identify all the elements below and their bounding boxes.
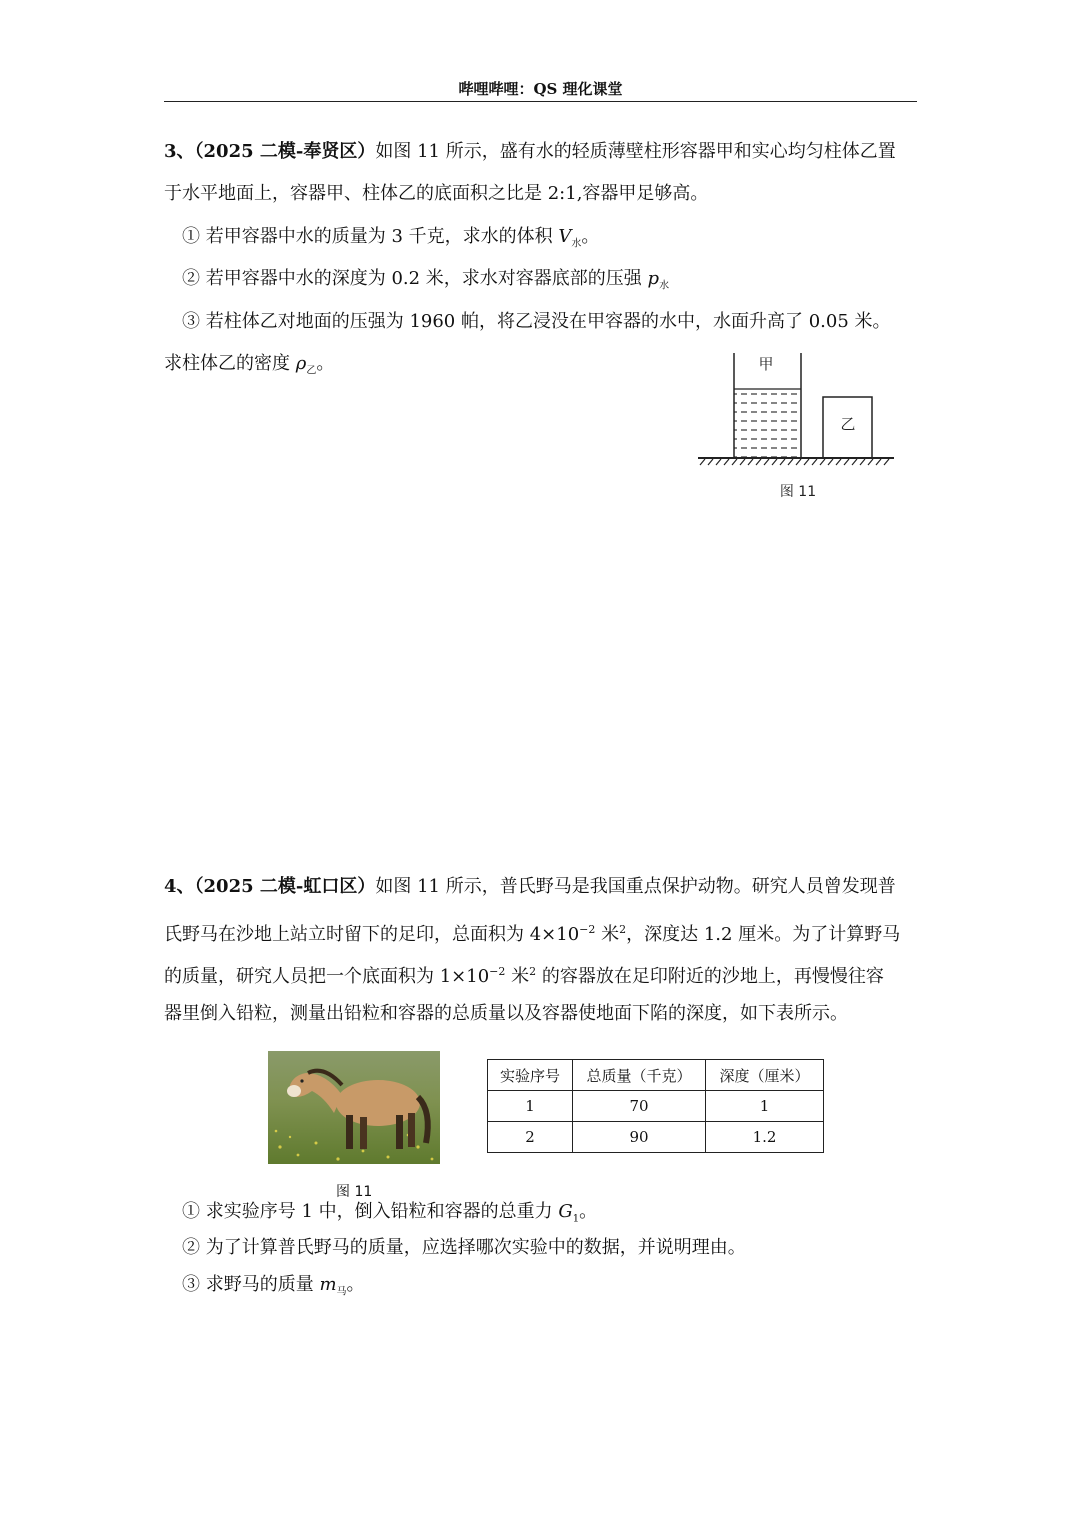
q4-line-2-c: ，深度达 1.2 厘米。为了计算野马 bbox=[626, 924, 901, 945]
q4-line-1 bbox=[164, 873, 896, 901]
table-cell: 1.2 bbox=[706, 1122, 824, 1153]
q3-item-2-mark: ② bbox=[182, 268, 200, 289]
label-jia: 甲 bbox=[758, 355, 774, 373]
q4-text: 如图 11 所示，普氏野马是我国重点保护动物。研究人员曾发现普 bbox=[375, 876, 896, 897]
q3-item-3-line-2 bbox=[164, 350, 334, 386]
experiment-table bbox=[487, 1059, 824, 1153]
q4-item-3-mark: ③ bbox=[182, 1274, 200, 1295]
q4-line-2-exp-1: −2 bbox=[579, 923, 596, 936]
table-cell: 70 bbox=[573, 1091, 706, 1122]
q3-item-3-text-2: 求柱体乙的密度 bbox=[164, 353, 290, 374]
q3-line-2: 于水平地面上，容器甲、柱体乙的底面积之比是 2:1,容器甲足够高。 bbox=[164, 183, 709, 204]
table-cell: 2 bbox=[488, 1122, 573, 1153]
q3-text: 如图 11 所示，盛有水的轻质薄壁柱形容器甲和实心均匀柱体乙置 bbox=[375, 141, 896, 162]
q4-item-3 bbox=[182, 1271, 365, 1307]
q4-item-1-var: G bbox=[558, 1201, 573, 1222]
q4-line-4: 器里倒入铅粒，测量出铅粒和容器的总质量以及容器使地面下陷的深度，如下表所示。 bbox=[164, 1003, 848, 1024]
q4-item-1-mark: ① bbox=[182, 1201, 200, 1222]
table-header-cell: 实验序号 bbox=[488, 1060, 573, 1091]
page-header: 哔哩哔哩：QS 理化课堂 bbox=[458, 80, 623, 98]
table-header-cell: 深度（厘米） bbox=[706, 1060, 824, 1091]
water-fill bbox=[734, 391, 800, 457]
q4-line-3 bbox=[164, 958, 884, 991]
q3-item-3-var: ρ bbox=[295, 353, 307, 374]
table-row bbox=[488, 1122, 824, 1153]
q4-line-2 bbox=[164, 916, 900, 949]
q3-number: 3、 bbox=[164, 141, 195, 162]
q4-item-3-end: 。 bbox=[346, 1274, 365, 1295]
q4-item-2 bbox=[182, 1234, 746, 1262]
q3-item-1-sub: 水 bbox=[571, 238, 582, 250]
ground-hatching bbox=[700, 459, 889, 465]
q4-line-2-b: 米 bbox=[595, 924, 620, 945]
q3-item-1-var: V bbox=[558, 226, 572, 247]
q3-figure bbox=[690, 345, 905, 505]
q3-item-1-mark: ① bbox=[182, 226, 200, 247]
q3-item-2 bbox=[182, 265, 669, 301]
q3-item-1-end: 。 bbox=[581, 226, 600, 247]
q3-item-2-text: 若甲容器中水的深度为 0.2 米，求水对容器底部的压强 bbox=[205, 268, 642, 289]
q3-item-3-text: 若柱体乙对地面的压强为 1960 帕，将乙浸没在甲容器的水中，水面升高了 0.05 米。 bbox=[205, 311, 891, 332]
q4-item-2-text: 为了计算普氏野马的质量，应选择哪次实验中的数据，并说明理由。 bbox=[205, 1237, 746, 1258]
q4-item-1 bbox=[182, 1198, 597, 1234]
q3-item-3-sub: 乙 bbox=[306, 365, 317, 377]
q4-line-3-b: 米 bbox=[505, 966, 530, 987]
q4-item-1-sub: 1 bbox=[572, 1213, 580, 1225]
q3-item-1 bbox=[182, 223, 599, 259]
table-header-cell: 总质量（千克） bbox=[573, 1060, 706, 1091]
q4-line-2-exp-2: 2 bbox=[619, 923, 627, 936]
q4-source-tag: （2025 二模-虹口区） bbox=[194, 876, 376, 897]
table-cell: 1 bbox=[706, 1091, 824, 1122]
q4-number: 4、 bbox=[164, 876, 195, 897]
q4-line-2-a: 氏野马在沙地上站立时留下的足印，总面积为 4×10 bbox=[164, 924, 580, 945]
q4-line-3-c: 的容器放在足印附近的沙地上，再慢慢往容 bbox=[536, 966, 884, 987]
q3-item-3 bbox=[182, 308, 891, 336]
table-cell: 1 bbox=[488, 1091, 573, 1122]
horse-photo-caption: 图 11 bbox=[336, 1184, 373, 1200]
table-row bbox=[488, 1091, 824, 1122]
q3-line-1 bbox=[164, 138, 896, 166]
q3-item-1-text: 若甲容器中水的质量为 3 千克，求水的体积 bbox=[205, 226, 553, 247]
q4-item-1-text: 求实验序号 1 中，倒入铅粒和容器的总重力 bbox=[205, 1201, 553, 1222]
q4-line-3-exp-1: −2 bbox=[489, 965, 506, 978]
table-header-row bbox=[488, 1060, 824, 1091]
horse-photo bbox=[268, 1051, 440, 1164]
q3-item-2-sub: 水 bbox=[659, 280, 670, 292]
q3-item-2-var: p bbox=[647, 268, 660, 289]
q4-line-3-a: 的质量，研究人员把一个底面积为 1×10 bbox=[164, 966, 490, 987]
label-yi: 乙 bbox=[840, 415, 856, 433]
q4-item-1-end: 。 bbox=[579, 1201, 598, 1222]
table-cell: 90 bbox=[573, 1122, 706, 1153]
q4-item-2-mark: ② bbox=[182, 1237, 200, 1258]
q3-source-tag: （2025 二模-奉贤区） bbox=[194, 141, 376, 162]
q4-item-3-sub: 马 bbox=[336, 1286, 347, 1298]
header-divider bbox=[164, 101, 917, 102]
q4-item-3-var: m bbox=[319, 1274, 337, 1295]
q3-item-3-mark: ③ bbox=[182, 311, 200, 332]
q3-item-3-end: 。 bbox=[316, 353, 335, 374]
q3-figure-caption: 图 11 bbox=[779, 484, 817, 500]
q4-item-3-text: 求野马的质量 bbox=[205, 1274, 314, 1295]
q4-line-3-exp-2: 2 bbox=[529, 965, 537, 978]
